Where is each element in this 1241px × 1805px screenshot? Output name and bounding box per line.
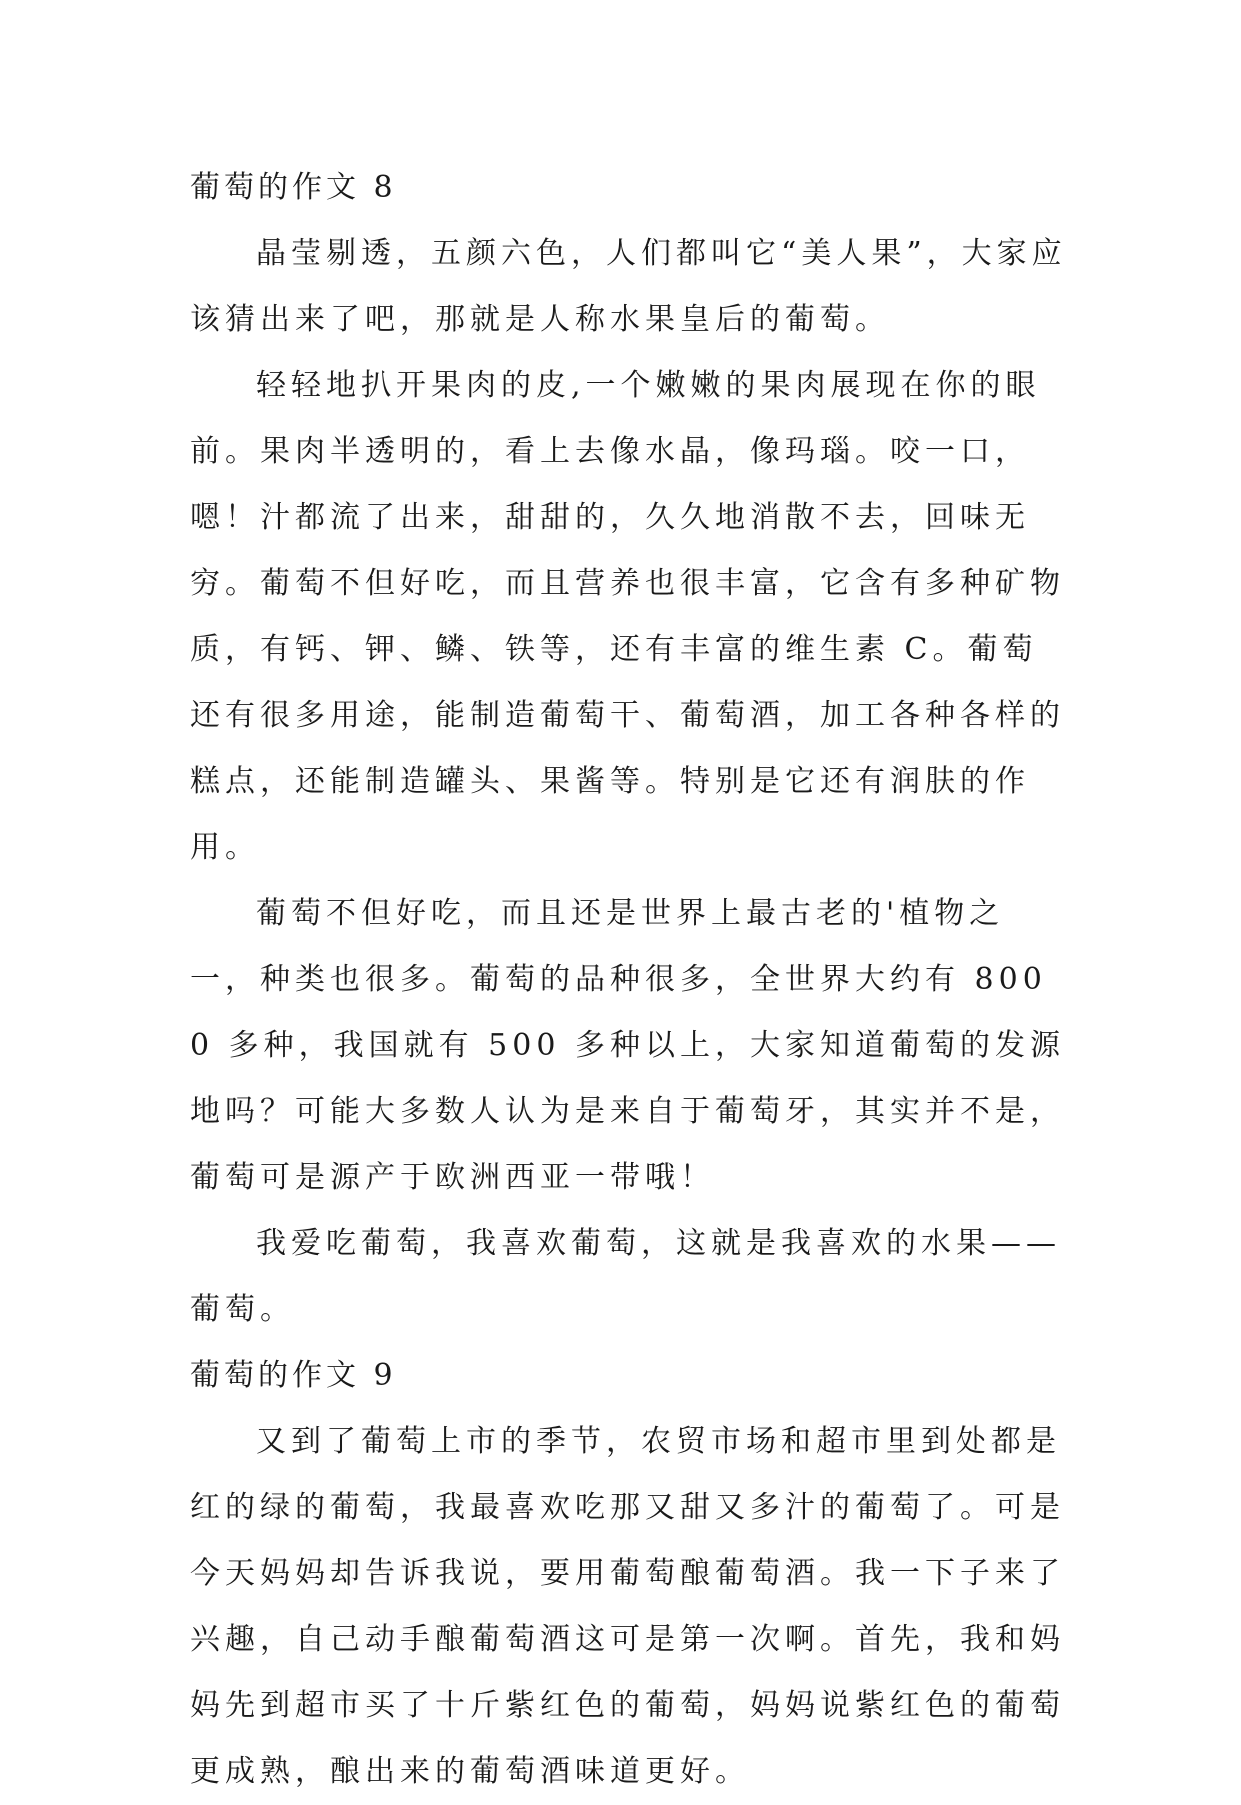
- document-page: [190, 155, 1070, 1805]
- paragraph-intro: 晶莹剔透，五颜六色，人们都叫它“美人果”，大家应该猜出来了吧，那就是人称水果皇后的葡萄。: [190, 236, 1067, 337]
- section-title-8: 葡萄的作文 8: [190, 170, 397, 205]
- section-title-9: 葡萄的作文 9: [190, 1358, 397, 1393]
- paragraph-conclusion: 我爱吃葡萄，我喜欢葡萄，这就是我喜欢的水果——葡萄。: [190, 1226, 1061, 1327]
- paragraph-description: 轻轻地扒开果肉的皮,一个嫩嫩的果肉展现在你的眼前。果肉半透明的，看上去像水晶，像玛瑙。咬一口，嗯！汁都流了出来，甜甜的，久久地消散不去，回味无穷。葡萄不但好吃，而且营养也很丰富，它含有多种矿物质，有钙、钾、鳞、铁等，还有丰富的维生素 C。葡萄还有很多用途，能制造葡萄干、葡萄酒，加工各种各样的糕点，还能制造罐头、果酱等。特别是它还有润肤的作用。: [190, 368, 1065, 865]
- paragraph-varieties: 葡萄不但好吃，而且还是世界上最古老的'植物之一，种类也很多。葡萄的品种很多，全世界大约有 8000 多种，我国就有 500 多种以上，大家知道葡萄的发源地吗？可能大多数人认为是来自于葡萄牙，其实并不是，葡萄可是源产于欧洲西亚一带哦！: [190, 896, 1065, 1195]
- paragraph-wine-making: 又到了葡萄上市的季节，农贸市场和超市里到处都是红的绿的葡萄，我最喜欢吃那又甜又多汁的葡萄了。可是今天妈妈却告诉我说，要用葡萄酿葡萄酒。我一下子来了兴趣，自己动手酿葡萄酒这可是第一次啊。首先，我和妈妈先到超市买了十斤紫红色的葡萄，妈妈说紫红色的葡萄更成熟，酿出来的葡萄酒味道更好。: [190, 1424, 1065, 1789]
